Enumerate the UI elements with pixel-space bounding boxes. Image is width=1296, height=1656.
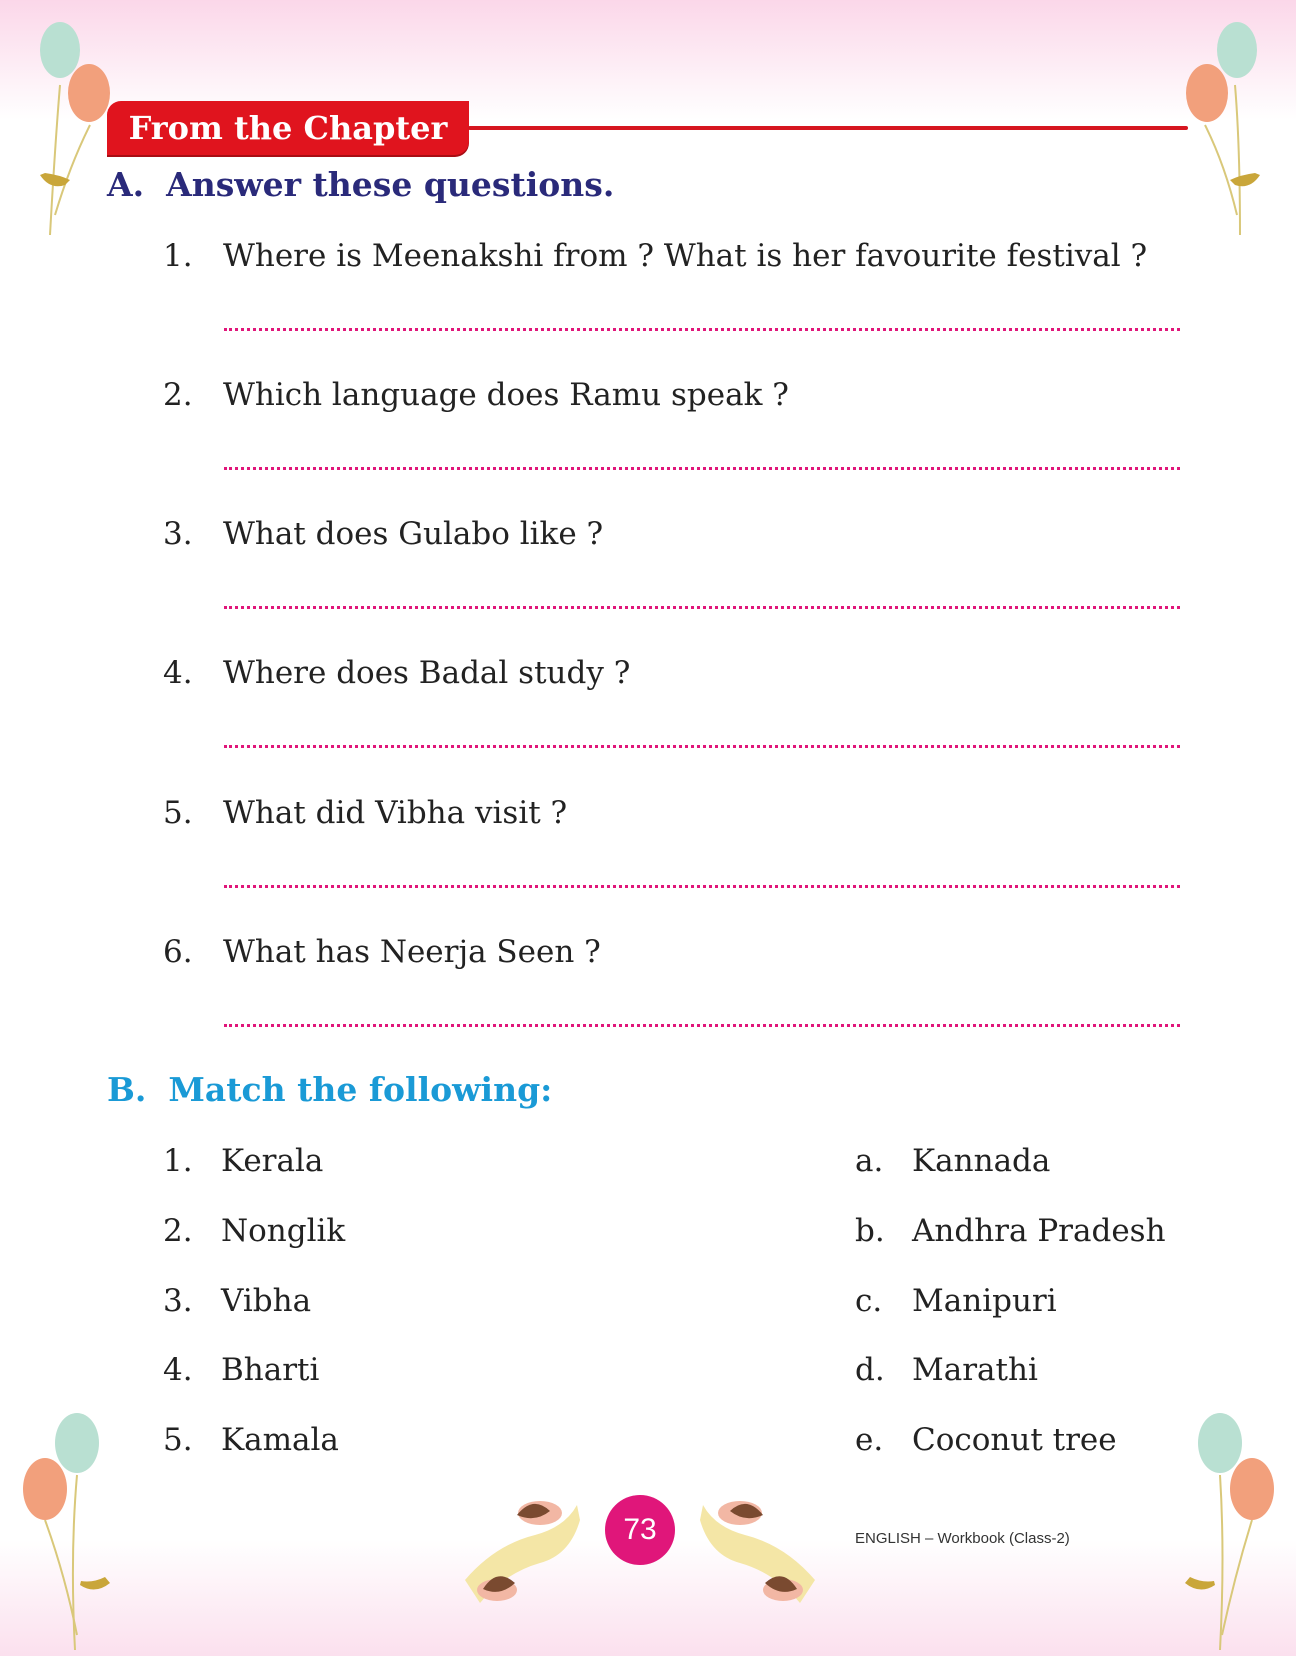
match-right-text: Marathi <box>912 1352 1038 1388</box>
question-text: What did Vibha visit ? <box>223 795 568 831</box>
match-left-item <box>163 1422 339 1458</box>
match-left-text: Bharti <box>221 1352 320 1388</box>
question-number: 3. <box>163 516 193 552</box>
answer-line[interactable] <box>224 328 1180 331</box>
section-b-letter: B. <box>107 1070 147 1109</box>
question-number: 1. <box>163 238 193 274</box>
match-right-text: Andhra Pradesh <box>912 1213 1166 1249</box>
answer-line[interactable] <box>224 606 1180 609</box>
answer-line[interactable] <box>224 745 1180 748</box>
match-right-letter: e. <box>855 1422 884 1458</box>
answer-line[interactable] <box>224 885 1180 888</box>
question-item <box>163 655 630 691</box>
match-right-letter: d. <box>855 1352 885 1388</box>
match-left-text: Nonglik <box>221 1213 346 1249</box>
section-a-letter: A. <box>107 165 145 204</box>
match-left-text: Kamala <box>221 1422 339 1458</box>
book-title: ENGLISH – Workbook (Class-2) <box>855 1530 1070 1547</box>
question-item <box>163 934 601 970</box>
balloons-top-right-icon <box>1175 15 1285 240</box>
match-right-item <box>855 1283 1057 1319</box>
match-left-number: 4. <box>163 1352 193 1388</box>
question-item <box>163 238 1147 274</box>
question-text: Where does Badal study ? <box>223 655 631 691</box>
question-number: 2. <box>163 377 193 413</box>
match-right-text: Kannada <box>912 1143 1051 1179</box>
answer-line[interactable] <box>224 1024 1180 1027</box>
match-left-text: Kerala <box>221 1143 324 1179</box>
question-number: 5. <box>163 795 193 831</box>
match-right-letter: c. <box>855 1283 883 1319</box>
question-text: What does Gulabo like ? <box>223 516 604 552</box>
match-left-item <box>163 1213 345 1249</box>
question-number: 4. <box>163 655 193 691</box>
balloons-bottom-left-icon <box>15 1405 125 1655</box>
section-b-heading <box>107 1070 552 1109</box>
section-a-title: Answer these questions. <box>166 165 615 204</box>
match-right-item <box>855 1422 1117 1458</box>
section-b-title: Match the following: <box>168 1070 553 1109</box>
match-left-item <box>163 1352 319 1388</box>
question-text: Which language does Ramu speak ? <box>223 377 789 413</box>
section-a-heading <box>107 165 614 204</box>
question-text: What has Neerja Seen ? <box>223 934 601 970</box>
match-right-text: Manipuri <box>912 1283 1057 1319</box>
match-right-item <box>855 1352 1038 1388</box>
match-left-item <box>163 1143 323 1179</box>
match-left-number: 1. <box>163 1143 193 1179</box>
page-number: 73 <box>605 1495 675 1565</box>
question-item <box>163 795 567 831</box>
match-right-item <box>855 1143 1050 1179</box>
match-left-item <box>163 1283 311 1319</box>
match-left-number: 3. <box>163 1283 193 1319</box>
match-right-text: Coconut tree <box>912 1422 1117 1458</box>
section-header-tag: From the Chapter <box>107 101 469 155</box>
bird-ribbon-right-icon <box>695 1485 825 1610</box>
question-number: 6. <box>163 934 193 970</box>
question-item <box>163 516 603 552</box>
question-text: Where is Meenakshi from ? What is her favourite festival ? <box>223 238 1148 274</box>
match-right-letter: b. <box>855 1213 885 1249</box>
match-right-letter: a. <box>855 1143 884 1179</box>
match-left-number: 2. <box>163 1213 193 1249</box>
answer-line[interactable] <box>224 467 1180 470</box>
match-left-number: 5. <box>163 1422 193 1458</box>
bird-ribbon-left-icon <box>455 1485 585 1610</box>
header-divider <box>468 126 1188 130</box>
balloons-bottom-right-icon <box>1180 1405 1290 1655</box>
match-left-text: Vibha <box>221 1283 312 1319</box>
question-item <box>163 377 789 413</box>
match-right-item <box>855 1213 1166 1249</box>
